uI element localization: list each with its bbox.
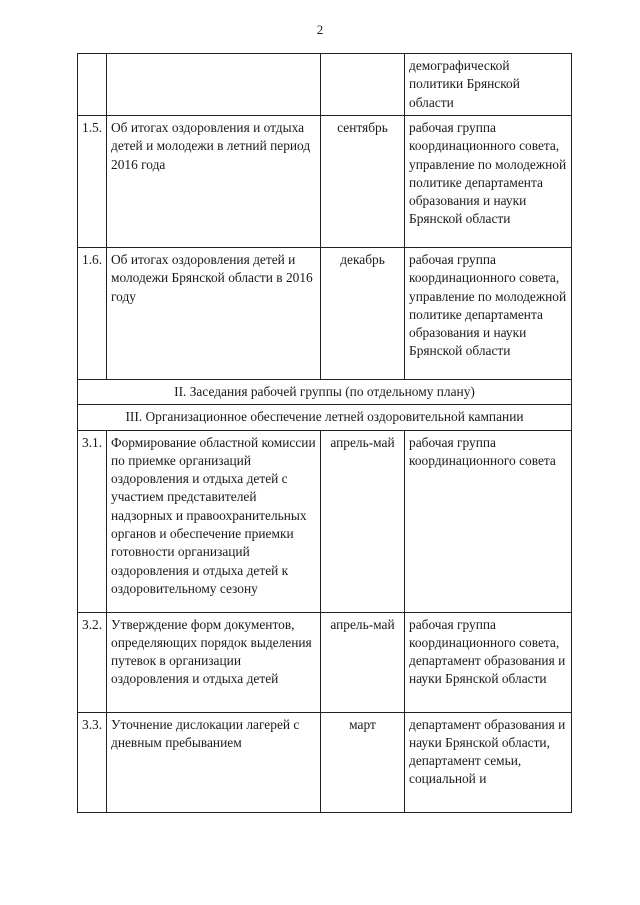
section-row	[78, 380, 572, 405]
table-row	[78, 712, 572, 812]
plan-table	[77, 53, 572, 813]
table-row	[78, 248, 572, 380]
term-cell: апрель-май	[321, 430, 405, 612]
responsible-cell: демографической политики Брянской области	[405, 54, 572, 116]
row-number	[78, 54, 107, 116]
term-cell	[321, 54, 405, 116]
section-heading: II. Заседания рабочей группы (по отдельному плану)	[78, 380, 572, 405]
table-row	[78, 430, 572, 612]
term-cell: март	[321, 712, 405, 812]
row-number: 1.6.	[78, 248, 107, 380]
term-cell: сентябрь	[321, 116, 405, 248]
term-cell: декабрь	[321, 248, 405, 380]
term-cell: апрель-май	[321, 612, 405, 712]
row-number: 3.1.	[78, 430, 107, 612]
table-row	[78, 116, 572, 248]
row-number: 3.3.	[78, 712, 107, 812]
table-row	[78, 612, 572, 712]
event-cell: Об итогах оздоровления и отдыха детей и молодежи в летний период 2016 года	[107, 116, 321, 248]
event-cell: Об итогах оздоровления детей и молодежи Брянской области в 2016 году	[107, 248, 321, 380]
page-number: 2	[316, 22, 324, 37]
row-number: 3.2.	[78, 612, 107, 712]
event-cell: Уточнение дислокации лагерей с дневным пребыванием	[107, 712, 321, 812]
responsible-cell: рабочая группа координационного совета, управление по молодежной политике департамента образования и науки Брянской области	[405, 248, 572, 380]
responsible-cell: рабочая группа координационного совета, управление по молодежной политике департамента образования и науки Брянской области	[405, 116, 572, 248]
responsible-cell: рабочая группа координационного совета, департамент образования и науки Брянской области	[405, 612, 572, 712]
event-cell: Утверждение форм документов, определяющих порядок выделения путевок в организации оздоровления и отдыха детей	[107, 612, 321, 712]
responsible-cell: департамент образования и науки Брянской области, департамент семьи, социальной и	[405, 712, 572, 812]
section-row	[78, 405, 572, 430]
responsible-cell: рабочая группа координационного совета	[405, 430, 572, 612]
section-heading: III. Организационное обеспечение летней оздоровительной кампании	[78, 405, 572, 430]
event-cell: Формирование областной комиссии по приемке организаций оздоровления и отдыха детей с участием представителей надзорных и правоохранительных органов и обеспечение приемки готовности организаций оздоровления и отдыха детей к оздоровительному сезону	[107, 430, 321, 612]
row-number: 1.5.	[78, 116, 107, 248]
event-cell	[107, 54, 321, 116]
table-row	[78, 54, 572, 116]
